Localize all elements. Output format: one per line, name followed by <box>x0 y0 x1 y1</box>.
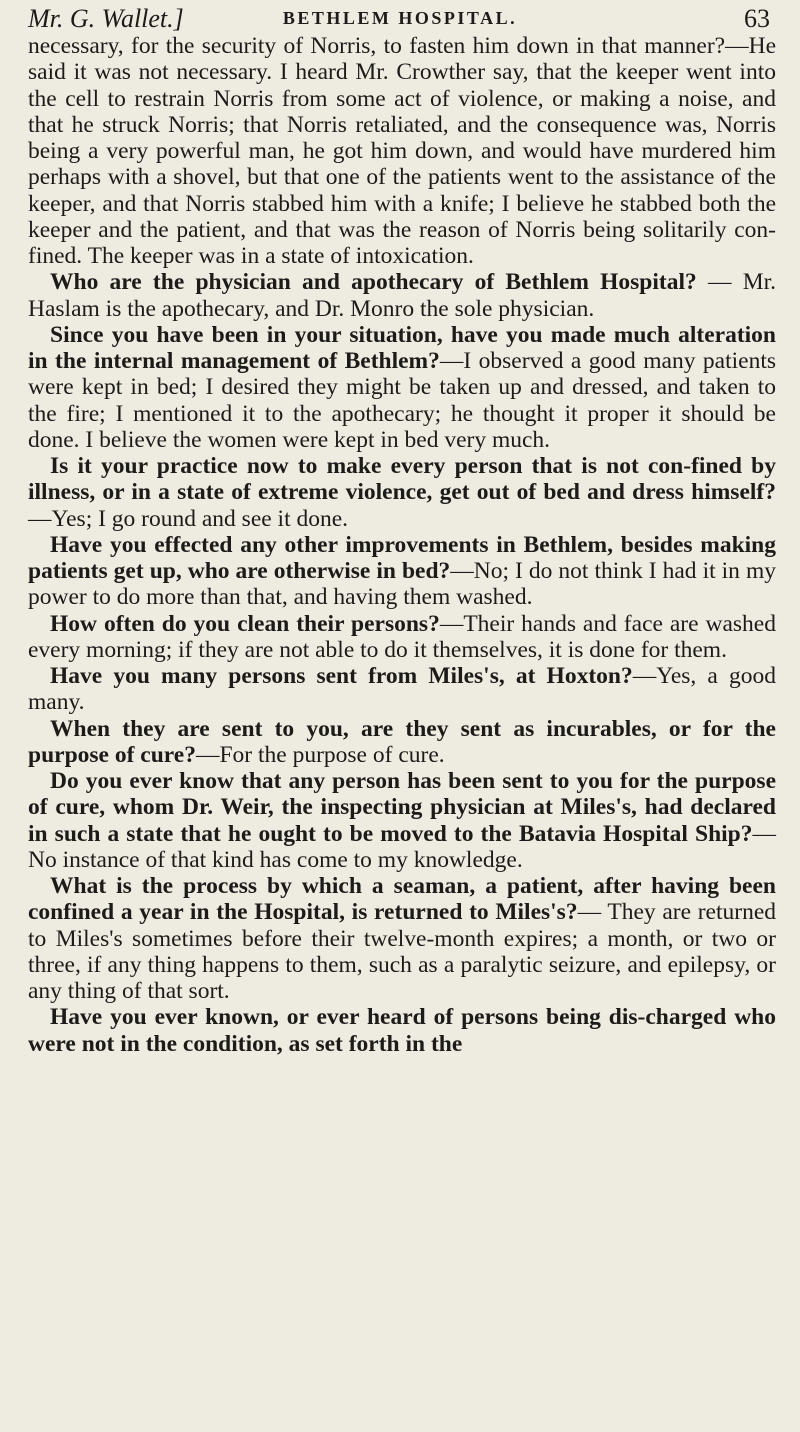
page-body <box>28 33 776 1057</box>
question-text: Do you ever know that any person has been sent to you for the purpose of cure, whom Dr. Weir, the inspecting physician at Miles's, had declared in such a state that he ought to be moved to the Batavia Hospital Ship? <box>28 768 776 847</box>
answer-text: necessary, for the security of Norris, to fasten him down in that manner?—He said it was not necessary. I heard Mr. Crowther say, that the keeper went into the cell to restrain Norris from some act of violence, or making a noise, and that he struck Norris; that Norris retaliated, and the consequence was, Norris being a very powerful man, he got him down, and would have murdered him perhaps with a shovel, but that one of the patients went to the assistance of the keeper, and that Norris stabbed him with a knife; I believe he stabbed both the keeper and the patient, and that was the reason of Norris being solitarily con-fined. The keeper was in a state of intoxication. <box>28 33 776 269</box>
paragraph <box>28 716 776 769</box>
question-text: Have you many persons sent from Miles's, at Hoxton? <box>50 663 633 689</box>
question-text: Have you effected any other improvements in Bethlem, besides making patients get up, who are otherwise in bed? <box>28 531 776 584</box>
paragraph <box>28 269 776 322</box>
paragraph <box>28 1004 776 1057</box>
paragraph <box>28 33 776 269</box>
question-text: Who are the physician and apothecary of Bethlem Hospital? <box>50 269 697 296</box>
answer-text: —Their hands and face are washed every morning; if they are not able to do it themselves, it is done for them. <box>28 610 776 663</box>
question-text: When they are sent to you, are they sent as incurables, or for the purpose of cure? <box>28 715 776 768</box>
answer-text: —No instance of that kind has come to my knowledge. <box>28 820 776 873</box>
answer-text: — Mr. Haslam is the apothecary, and Dr. Monro the sole physician. <box>28 269 776 322</box>
running-head-left: Mr. G. Wallet.] <box>28 4 184 33</box>
running-head-title: BETHLEM HOSPITAL. <box>282 8 518 28</box>
question-text: How often do you clean their persons? <box>50 610 440 637</box>
paragraph <box>28 768 776 873</box>
answer-text: — They are returned to Miles's sometimes before their twelve-month expires; a month, or two or three, if any thing happens to them, such as a paralytic seizure, and epilepsy, or any thing of that sort. <box>28 899 777 1004</box>
paragraph <box>28 322 776 453</box>
answer-text: —For the purpose of cure. <box>195 741 445 768</box>
answer-text: —I observed a good many patients were kept in bed; I desired they might be taken up and dressed, and taken to the fire; I mentioned it to the apothecary; he thought it proper it should be done. I believe the women were kept in bed very much. <box>28 348 776 453</box>
paragraph <box>28 873 776 1004</box>
question-text: What is the process by which a seaman, a patient, after having been confined a year in the Hospital, is returned to Miles's? <box>28 873 776 926</box>
paragraph <box>28 663 776 716</box>
answer-text: —No; I do not think I had it in my power to do more than that, and having them washed. <box>28 558 776 611</box>
paragraph <box>28 453 776 532</box>
answer-text: —Yes; I go round and see it done. <box>28 505 349 532</box>
question-text: Have you ever known, or ever heard of persons being dis-charged who were not in the condition, as set forth in the <box>28 1004 776 1057</box>
answer-text: —Yes, a good many. <box>28 663 776 716</box>
question-text: Is it your practice now to make every person that is not con-fined by illness, or in a state of extreme violence, get out of bed and dress himself? <box>28 453 776 506</box>
paragraph <box>28 532 776 611</box>
page-number: 63 <box>744 4 770 33</box>
paragraph <box>28 611 776 664</box>
question-text: Since you have been in your situation, have you made much alteration in the internal management of Bethlem? <box>28 321 776 374</box>
